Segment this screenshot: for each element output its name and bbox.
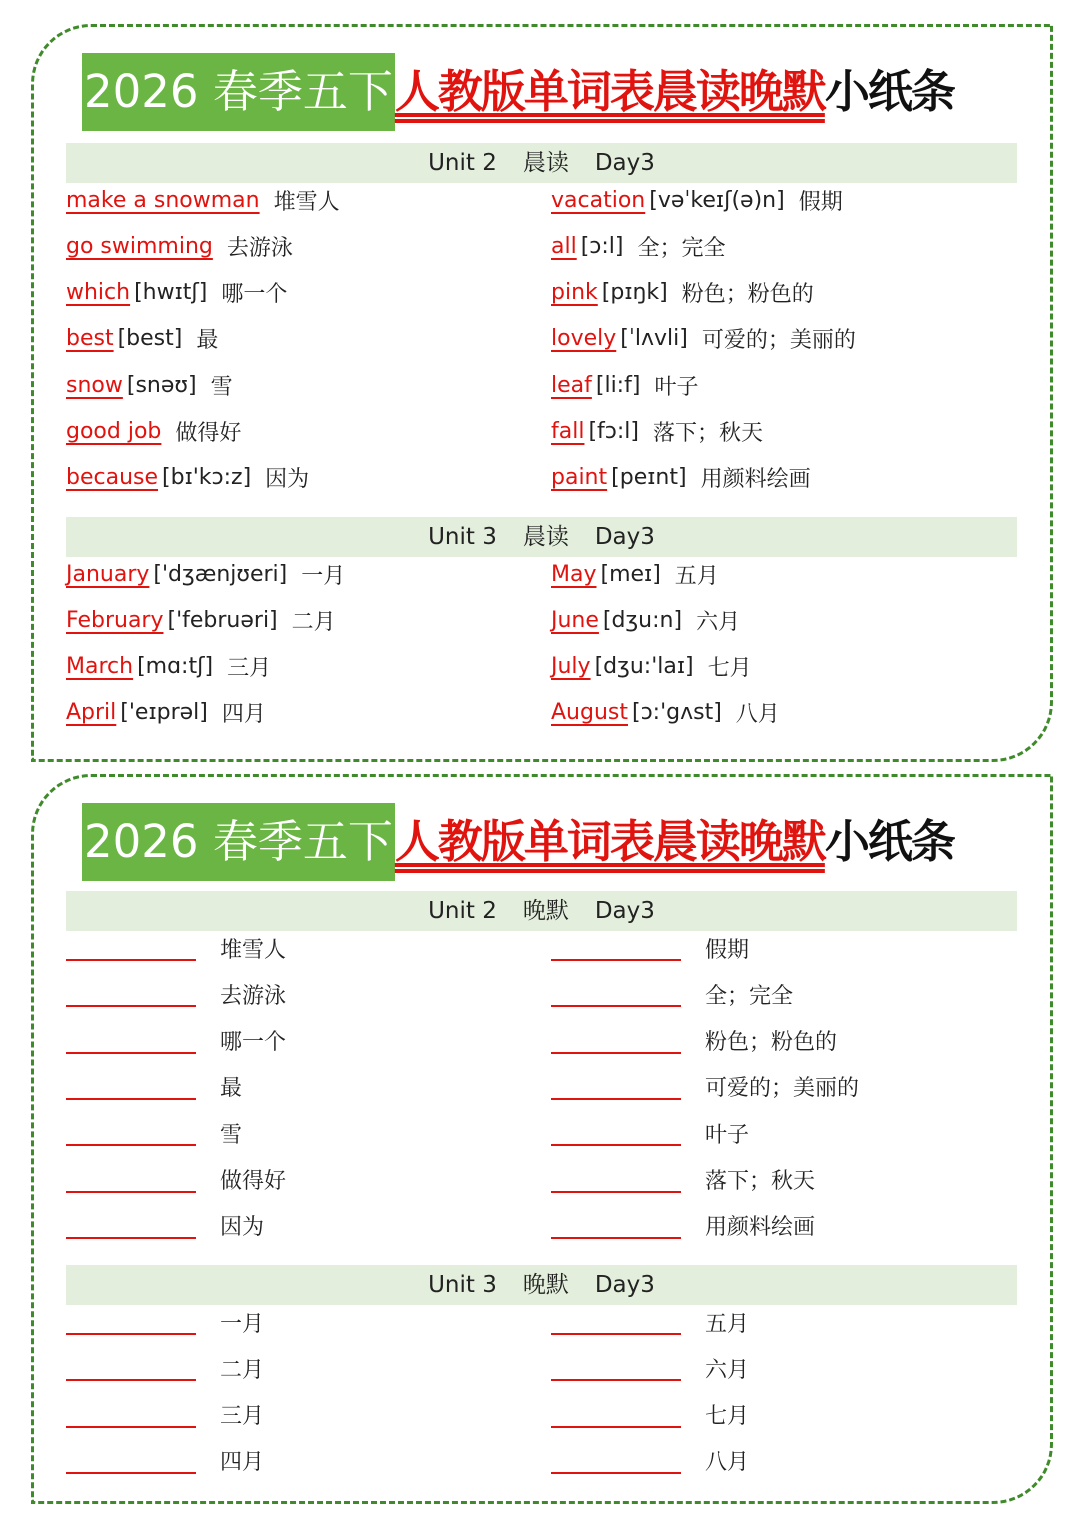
phonetic: [mɑ:tʃ] — [137, 654, 214, 680]
english-word: paint — [551, 465, 608, 491]
chinese-meaning: 落下；秋天 — [705, 1169, 816, 1194]
answer-blank-line[interactable] — [66, 1309, 196, 1335]
vocab-entry — [551, 460, 811, 496]
dictation-entry — [551, 1443, 749, 1479]
dictation-entry — [551, 976, 793, 1012]
chinese-meaning: 假期 — [798, 189, 843, 215]
answer-blank-line[interactable] — [551, 1448, 681, 1474]
english-word: fall — [551, 419, 585, 444]
chinese-meaning: 一月 — [220, 1311, 265, 1337]
title-main-label: 人教版单词表晨读晚默 — [394, 815, 825, 868]
day-label: Day3 — [594, 898, 655, 924]
chinese-meaning: 做得好 — [220, 1169, 287, 1194]
section-header — [66, 891, 1017, 931]
english-word: January — [66, 561, 150, 587]
english-word: vacation — [551, 187, 646, 213]
dictation-entry — [66, 1069, 242, 1105]
answer-blank-line[interactable] — [66, 1120, 196, 1146]
title-grade-label: 2026 春季五下 — [82, 53, 395, 131]
vocab-entry — [551, 556, 719, 592]
answer-blank-line[interactable] — [551, 1213, 681, 1239]
phonetic: [hwɪtʃ] — [134, 280, 208, 306]
english-word: which — [66, 280, 131, 306]
answer-blank-line[interactable] — [66, 1213, 196, 1239]
answer-blank-line[interactable] — [551, 935, 681, 961]
english-word: make a snowman — [66, 187, 260, 213]
phonetic: [snəʊ] — [126, 372, 197, 398]
chinese-meaning: 二月 — [220, 1357, 265, 1383]
vocab-entry — [66, 321, 218, 357]
answer-blank-line[interactable] — [551, 1120, 681, 1146]
chinese-meaning: 叶子 — [705, 1122, 750, 1148]
phonetic: [meɪ] — [600, 561, 661, 587]
chinese-meaning: 因为 — [220, 1215, 265, 1241]
dictation-entry — [66, 1397, 264, 1433]
chinese-meaning: 四月 — [221, 702, 266, 728]
vocab-entry — [66, 275, 287, 311]
vocab-entry — [66, 695, 266, 731]
chinese-meaning: 假期 — [705, 937, 750, 963]
vocab-entry — [551, 228, 726, 264]
phonetic: [best] — [117, 326, 183, 352]
chinese-meaning: 四月 — [220, 1450, 265, 1476]
dictation-entry — [66, 1350, 264, 1386]
mode-label: 晚默 — [522, 1272, 569, 1298]
title-suffix-label: 小纸条 — [824, 65, 954, 118]
dictation-entry — [551, 930, 749, 966]
chinese-meaning: 八月 — [705, 1450, 750, 1476]
vocab-entry — [551, 649, 752, 685]
title-suffix-label: 小纸条 — [824, 815, 954, 868]
english-word: March — [66, 654, 134, 680]
english-word: June — [551, 607, 599, 633]
evening-dictation-card — [31, 774, 1053, 1504]
day-label: Day3 — [594, 524, 655, 550]
chinese-meaning: 堆雪人 — [273, 189, 340, 215]
english-word: leaf — [551, 372, 592, 398]
dictation-entry — [551, 1304, 749, 1340]
english-word: good job — [66, 419, 162, 444]
dictation-entry — [66, 976, 286, 1012]
answer-blank-line[interactable] — [66, 981, 196, 1007]
vocab-entry — [66, 182, 340, 218]
answer-blank-line[interactable] — [551, 1074, 681, 1100]
vocab-entry — [551, 695, 780, 731]
english-word: July — [551, 654, 591, 680]
chinese-meaning: 八月 — [735, 702, 780, 728]
dictation-entry — [66, 1023, 286, 1059]
title-main-label: 人教版单词表晨读晚默 — [394, 65, 825, 118]
chinese-meaning: 去游泳 — [220, 983, 287, 1009]
phonetic: ['februəri] — [167, 607, 278, 633]
chinese-meaning: 三月 — [227, 656, 272, 682]
vocab-entry — [551, 414, 763, 450]
chinese-meaning: 可爱的；美丽的 — [701, 328, 856, 354]
chinese-meaning: 雪 — [210, 374, 233, 400]
vocab-entry — [66, 556, 345, 592]
phonetic: ['dʒænjʊeri] — [153, 561, 288, 587]
morning-reading-card — [31, 24, 1053, 762]
chinese-meaning: 全；完全 — [637, 235, 726, 261]
phonetic: [ˈlʌvli] — [620, 326, 688, 352]
vocab-entry — [66, 414, 241, 450]
dictation-entry — [551, 1069, 859, 1105]
english-word: April — [66, 700, 117, 726]
dictation-entry — [66, 1208, 264, 1244]
phonetic: [fɔ:l] — [588, 419, 639, 444]
chinese-meaning: 七月 — [705, 1404, 750, 1430]
chinese-meaning: 因为 — [265, 467, 310, 493]
vocab-entry — [551, 367, 698, 403]
chinese-meaning: 去游泳 — [226, 235, 293, 261]
chinese-meaning: 五月 — [705, 1311, 750, 1337]
english-word: best — [66, 326, 114, 352]
english-word: all — [551, 233, 577, 259]
answer-blank-line[interactable] — [551, 1355, 681, 1381]
answer-blank-line[interactable] — [551, 1402, 681, 1428]
section-header — [66, 517, 1017, 557]
chinese-meaning: 粉色；粉色的 — [681, 282, 814, 308]
dictation-entry — [551, 1208, 815, 1244]
chinese-meaning: 哪一个 — [220, 1030, 287, 1056]
day-label: Day3 — [594, 150, 655, 176]
dictation-entry — [551, 1162, 815, 1198]
section-header — [66, 1265, 1017, 1305]
answer-blank-line[interactable] — [66, 1355, 196, 1381]
card-title — [82, 803, 954, 881]
answer-blank-line[interactable] — [551, 1167, 681, 1193]
chinese-meaning: 叶子 — [654, 374, 699, 400]
dictation-entry — [551, 1115, 749, 1151]
unit-label: Unit 3 — [428, 1272, 497, 1298]
answer-blank-line[interactable] — [66, 1074, 196, 1100]
chinese-meaning: 落下；秋天 — [652, 421, 763, 446]
dictation-entry — [551, 1350, 749, 1386]
chinese-meaning: 六月 — [696, 609, 741, 635]
chinese-meaning: 最 — [220, 1076, 243, 1102]
answer-blank-line[interactable] — [551, 1309, 681, 1335]
chinese-meaning: 用颜料绘画 — [705, 1215, 816, 1241]
chinese-meaning: 六月 — [705, 1357, 750, 1383]
english-word: pink — [551, 280, 598, 306]
answer-blank-line[interactable] — [551, 1028, 681, 1054]
chinese-meaning: 粉色；粉色的 — [705, 1030, 838, 1056]
dictation-entry — [66, 1443, 264, 1479]
mode-label: 晚默 — [522, 898, 569, 924]
chinese-meaning: 二月 — [291, 609, 336, 635]
chinese-meaning: 最 — [196, 328, 219, 354]
chinese-meaning: 七月 — [707, 656, 752, 682]
english-word: February — [66, 607, 164, 633]
chinese-meaning: 堆雪人 — [220, 937, 287, 963]
chinese-meaning: 雪 — [220, 1122, 243, 1148]
phonetic: [pɪŋk] — [601, 280, 668, 306]
unit-label: Unit 3 — [428, 524, 497, 550]
dictation-entry — [66, 1115, 242, 1151]
answer-blank-line[interactable] — [66, 1028, 196, 1054]
dictation-entry — [66, 930, 286, 966]
answer-blank-line[interactable] — [66, 1448, 196, 1474]
chinese-meaning: 可爱的；美丽的 — [705, 1076, 860, 1102]
vocab-entry — [66, 228, 293, 264]
answer-blank-line[interactable] — [551, 981, 681, 1007]
card-title — [82, 53, 954, 131]
english-word: August — [551, 700, 628, 726]
phonetic: [ɔ:'gʌst] — [632, 700, 722, 726]
title-grade-label: 2026 春季五下 — [82, 803, 395, 881]
chinese-meaning: 三月 — [220, 1404, 265, 1430]
answer-blank-line[interactable] — [66, 1402, 196, 1428]
vocab-entry — [551, 275, 814, 311]
answer-blank-line[interactable] — [66, 935, 196, 961]
mode-label: 晨读 — [522, 524, 569, 550]
vocab-entry — [66, 602, 336, 638]
english-word: go swimming — [66, 233, 213, 259]
phonetic: [dʒu:'laɪ] — [594, 654, 694, 680]
vocab-entry — [551, 321, 856, 357]
dictation-entry — [551, 1023, 837, 1059]
english-word: because — [66, 465, 159, 491]
dictation-entry — [66, 1162, 286, 1198]
mode-label: 晨读 — [522, 150, 569, 176]
vocab-entry — [551, 182, 843, 218]
unit-label: Unit 2 — [428, 898, 497, 924]
phonetic: [vəˈkeɪʃ(ə)n] — [649, 187, 785, 213]
vocab-entry — [551, 602, 740, 638]
phonetic: [dʒu:n] — [602, 607, 683, 633]
chinese-meaning: 哪一个 — [221, 282, 288, 308]
vocab-entry — [66, 367, 233, 403]
dictation-entry — [551, 1397, 749, 1433]
dictation-entry — [66, 1304, 264, 1340]
english-word: lovely — [551, 326, 617, 352]
phonetic: [peɪnt] — [611, 465, 687, 491]
vocab-entry — [66, 649, 271, 685]
english-word: snow — [66, 372, 123, 398]
phonetic: ['eɪprəl] — [120, 700, 208, 726]
vocab-entry — [66, 460, 309, 496]
section-header — [66, 143, 1017, 183]
phonetic: [bɪ'kɔ:z] — [162, 465, 252, 491]
chinese-meaning: 全；完全 — [705, 983, 794, 1009]
answer-blank-line[interactable] — [66, 1167, 196, 1193]
phonetic: [ɔ:l] — [580, 233, 624, 259]
chinese-meaning: 一月 — [301, 563, 346, 589]
english-word: May — [551, 561, 597, 587]
unit-label: Unit 2 — [428, 150, 497, 176]
phonetic: [li:f] — [595, 372, 641, 398]
chinese-meaning: 五月 — [674, 563, 719, 589]
chinese-meaning: 做得好 — [175, 421, 242, 446]
chinese-meaning: 用颜料绘画 — [700, 467, 811, 493]
day-label: Day3 — [594, 1272, 655, 1298]
